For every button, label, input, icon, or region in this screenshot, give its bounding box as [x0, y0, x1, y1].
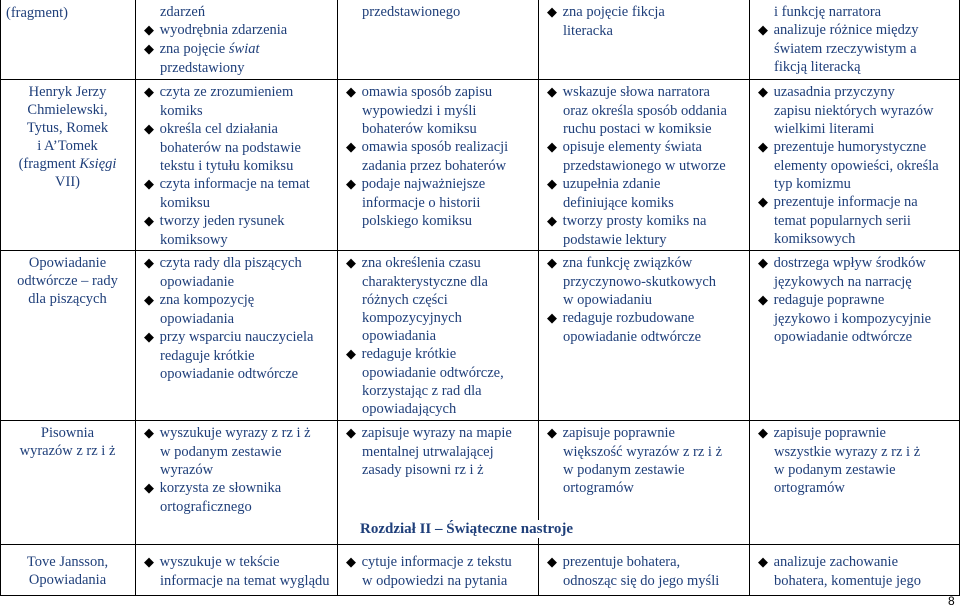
- cell-line: opowiadania: [160, 311, 235, 327]
- bullet-icon: ◆: [346, 256, 356, 271]
- bullet-icon: ◆: [144, 214, 154, 229]
- cell-line: zapisu niektórych wyrazów: [774, 103, 934, 119]
- cell-line: ◆ uzupełnia zdanie: [547, 176, 661, 192]
- row2-col3: [539, 254, 749, 346]
- bullet-icon: ◆: [346, 347, 356, 362]
- row0-col3: [539, 3, 749, 40]
- cell-line: przedstawiony: [160, 60, 245, 76]
- cell-line: ◆ uzasadnia przyczyny: [758, 84, 895, 100]
- cell-line: wyrazów z rz i ż: [19, 443, 116, 459]
- cell-line: ◆ cytuje informacje z tekstu: [346, 554, 512, 570]
- cell-line: ◆ prezentuje informacje na: [758, 194, 918, 210]
- bullet-icon: ◆: [547, 214, 557, 229]
- cell-line: definiujące komiks: [563, 195, 674, 211]
- cell-line: w odpowiedzi na pytania: [362, 573, 508, 589]
- bullet-icon: ◆: [547, 177, 557, 192]
- cell-line: dla piszących: [28, 291, 107, 307]
- bullet-icon: ◆: [547, 311, 557, 326]
- row4-col2: [338, 553, 538, 590]
- bullet-icon: ◆: [144, 293, 154, 308]
- cell-line: większość wyrazów z rz i ż: [563, 444, 723, 460]
- cell-line: ◆ zna pojęcie świat: [144, 41, 260, 57]
- row4-col3: [539, 553, 749, 590]
- bullet-icon: ◆: [144, 42, 154, 57]
- cell-line: ◆ tworzy jeden rysunek: [144, 213, 285, 229]
- bullet-icon: ◆: [547, 85, 557, 100]
- cell-line: wyrazów: [160, 462, 214, 478]
- cell-line: zasady pisowni rz i ż: [362, 462, 484, 478]
- cell-line: komiksowy: [160, 232, 228, 248]
- cell-line: opowiadanie odtwórcze: [774, 329, 913, 345]
- cell-line: opowiadanie odtwórcze: [563, 329, 702, 345]
- cell-line: polskiego komiksu: [362, 213, 472, 229]
- cell-line: ortogramów: [563, 480, 634, 496]
- row1-topic: [0, 83, 135, 191]
- row0-topic: [0, 4, 135, 22]
- cell-line: ◆ czyta rady dla piszących: [144, 255, 302, 271]
- row3-col2: [338, 424, 538, 479]
- cell-line: tekstu i tytułu komiksu: [160, 158, 294, 174]
- cell-line: ◆ analizuje zachowanie: [758, 554, 899, 570]
- cell-line: przedstawionego w utworze: [563, 158, 726, 174]
- bullet-icon: ◆: [144, 23, 154, 38]
- bullet-icon: ◆: [144, 122, 154, 137]
- bullet-icon: ◆: [547, 426, 557, 441]
- cell-line: elementy opowieści, określa: [774, 158, 939, 174]
- cell-line: ◆ wyodrębnia zdarzenia: [144, 22, 288, 38]
- cell-line: opowiadanie odtwórcze,: [362, 365, 504, 381]
- bullet-icon: ◆: [144, 426, 154, 441]
- cell-line: ◆ zna kompozycję: [144, 292, 255, 308]
- cell-line: charakterystyczne dla: [362, 274, 488, 290]
- cell-line: ◆ korzysta ze słownika: [144, 480, 282, 496]
- cell-line: ◆ zapisuje wyrazy na mapie: [346, 425, 512, 441]
- cell-line: ◆ zapisuje poprawnie: [547, 425, 675, 441]
- row0-col1: [136, 3, 337, 77]
- cell-line: mentalnej utrwalającej: [362, 444, 494, 460]
- bullet-icon: ◆: [758, 23, 768, 38]
- cell-line: ◆ wyszukuje wyrazy z rz i ż: [144, 425, 311, 441]
- row1-col4: [750, 83, 960, 248]
- row1-col1: [136, 83, 337, 249]
- cell-line: ortograficznego: [160, 499, 252, 515]
- cell-line: ◆ czyta informacje na temat: [144, 176, 310, 192]
- row0-topic-text: (fragment): [6, 5, 68, 21]
- cell-line: informacje o historii: [362, 195, 481, 211]
- cell-line: komiks: [160, 103, 203, 119]
- cell-line: i A’Tomek: [37, 138, 98, 154]
- bullet-icon: ◆: [758, 555, 768, 570]
- cell-line: ◆ prezentuje humorystyczne: [758, 139, 927, 155]
- bullet-icon: ◆: [758, 293, 768, 308]
- cell-line: redaguje krótkie: [160, 348, 255, 364]
- cell-line: korzystając z rad dla: [362, 383, 482, 399]
- cell-line: temat popularnych serii: [774, 213, 911, 229]
- row2-col2: [338, 254, 538, 418]
- cell-line: odnosząc się do jego myśli: [563, 573, 720, 589]
- cell-line: komiksowych: [774, 231, 856, 247]
- bullet-icon: ◆: [144, 330, 154, 345]
- chapter-heading: Rozdział II – Świąteczne nastroje: [360, 520, 720, 538]
- cell-line: w podanym zestawie: [160, 444, 282, 460]
- cell-line: zdarzeń: [160, 4, 206, 20]
- cell-line: ◆ analizuje różnice między: [758, 22, 919, 38]
- cell-line: ◆ omawia sposób realizacji: [346, 139, 509, 155]
- cell-line: ◆ redaguje krótkie: [346, 346, 457, 362]
- bullet-icon: ◆: [144, 85, 154, 100]
- cell-line: zadania przez bohaterów: [362, 158, 507, 174]
- bullet-icon: ◆: [547, 256, 557, 271]
- cell-line: opowiadających: [362, 401, 457, 417]
- cell-line: ◆ opisuje elementy świata: [547, 139, 702, 155]
- bullet-icon: ◆: [758, 426, 768, 441]
- cell-line: w opowiadaniu: [563, 292, 652, 308]
- cell-line: fikcją literacką: [774, 59, 861, 75]
- row0-col2: [338, 3, 538, 21]
- cell-line: opowiadanie odtwórcze: [160, 366, 299, 382]
- cell-line: ◆ wskazuje słowa narratora: [547, 84, 710, 100]
- cell-line: przedstawionego: [362, 4, 461, 20]
- cell-line: ◆ czyta ze zrozumieniem: [144, 84, 294, 100]
- cell-line: odtwórcze – rady: [17, 273, 118, 289]
- cell-line: Opowiadanie: [28, 255, 107, 271]
- cell-line: ◆ przy wsparciu nauczyciela: [144, 329, 314, 345]
- bullet-icon: ◆: [758, 256, 768, 271]
- cell-line: Tytus, Romek: [26, 120, 109, 136]
- cell-line: wypowiedzi i myśli: [362, 103, 477, 119]
- cell-line: Opowiadania: [28, 572, 107, 588]
- cell-line: ◆ podaje najważniejsze: [346, 176, 486, 192]
- cell-line: komiksu: [160, 195, 210, 211]
- cell-line: kompozycyjnych: [362, 310, 462, 326]
- bullet-icon: ◆: [144, 177, 154, 192]
- row2-col4: [750, 254, 960, 346]
- cell-line: przyczynowo-skutkowych: [563, 274, 717, 290]
- row1-col2: [338, 83, 538, 230]
- cell-line: VII): [55, 174, 80, 190]
- cell-line: w podanym zestawie: [774, 462, 896, 478]
- cell-line: w podanym zestawie: [563, 462, 685, 478]
- cell-line: i funkcję narratora: [774, 4, 882, 20]
- row3-col4: [750, 424, 960, 497]
- cell-line: oraz określa sposób oddania: [563, 103, 727, 119]
- row0-col4: [750, 3, 960, 76]
- cell-line: wielkimi literami: [774, 121, 875, 137]
- bullet-icon: ◆: [758, 195, 768, 210]
- bullet-icon: ◆: [346, 85, 356, 100]
- cell-line: Tove Jansson,: [26, 554, 109, 570]
- cell-line: ◆ wyszukuje w tekście: [144, 554, 280, 570]
- row3-col3: [539, 424, 749, 497]
- cell-line: podstawie lektury: [563, 232, 667, 248]
- cell-line: językowo i kompozycyjnie: [774, 311, 932, 327]
- row4-topic: [0, 553, 135, 589]
- cell-line: typ komizmu: [774, 176, 851, 192]
- cell-line: ◆ zna funkcję związków: [547, 255, 693, 271]
- bullet-icon: ◆: [144, 481, 154, 496]
- cell-line: bohaterów na podstawie: [160, 140, 301, 156]
- row3-col1: [136, 424, 337, 516]
- cell-line: ◆ redaguje poprawne: [758, 292, 885, 308]
- cell-line: wszystkie wyrazy z rz i ż: [774, 444, 921, 460]
- cell-line: Chmielewski,: [27, 102, 108, 118]
- row2-topic: [0, 254, 135, 308]
- cell-line: ◆ zna pojęcie fikcja: [547, 4, 665, 20]
- row1-col3: [539, 83, 749, 249]
- cell-line: ruchu postaci w komiksie: [563, 121, 712, 137]
- cell-line: ortogramów: [774, 480, 845, 496]
- cell-line: opowiadania: [362, 328, 437, 344]
- cell-line: różnych części: [362, 292, 448, 308]
- cell-line: światem rzeczywistym a: [774, 41, 917, 57]
- cell-line: opowiadanie: [160, 274, 235, 290]
- bullet-icon: ◆: [547, 555, 557, 570]
- bullet-icon: ◆: [346, 140, 356, 155]
- cell-line: Pisownia: [40, 425, 95, 441]
- row3-topic: [0, 424, 135, 460]
- bullet-icon: ◆: [346, 177, 356, 192]
- bullet-icon: ◆: [144, 256, 154, 271]
- bullet-icon: ◆: [346, 555, 356, 570]
- cell-line: ◆ zapisuje poprawnie: [758, 425, 886, 441]
- bullet-icon: ◆: [758, 140, 768, 155]
- cell-line: (fragment Księgi: [18, 156, 117, 172]
- cell-line: literacka: [563, 23, 613, 39]
- cell-line: ◆ prezentuje bohatera,: [547, 554, 681, 570]
- cell-line: ◆ zna określenia czasu: [346, 255, 481, 271]
- cell-line: językowych na narrację: [774, 274, 912, 290]
- row4-col4: [750, 553, 960, 590]
- bullet-icon: ◆: [144, 555, 154, 570]
- bullet-icon: ◆: [547, 5, 557, 20]
- bullet-icon: ◆: [547, 140, 557, 155]
- bullet-icon: ◆: [758, 85, 768, 100]
- cell-line: ◆ tworzy prosty komiks na: [547, 213, 707, 229]
- cell-line: bohaterów komiksu: [362, 121, 477, 137]
- cell-line: bohatera, komentuje jego: [774, 573, 921, 589]
- cell-line: ◆ redaguje rozbudowane: [547, 310, 695, 326]
- row2-col1: [136, 254, 337, 383]
- page-number: 8: [948, 594, 955, 608]
- cell-line: ◆ dostrzega wpływ środków: [758, 255, 926, 271]
- cell-line: informacje na temat wyglądu: [160, 573, 330, 589]
- cell-line: ◆ określa cel działania: [144, 121, 278, 137]
- row4-col1: [136, 553, 337, 590]
- bullet-icon: ◆: [346, 426, 356, 441]
- cell-line: ◆ omawia sposób zapisu: [346, 84, 493, 100]
- cell-line: Henryk Jerzy: [28, 84, 107, 100]
